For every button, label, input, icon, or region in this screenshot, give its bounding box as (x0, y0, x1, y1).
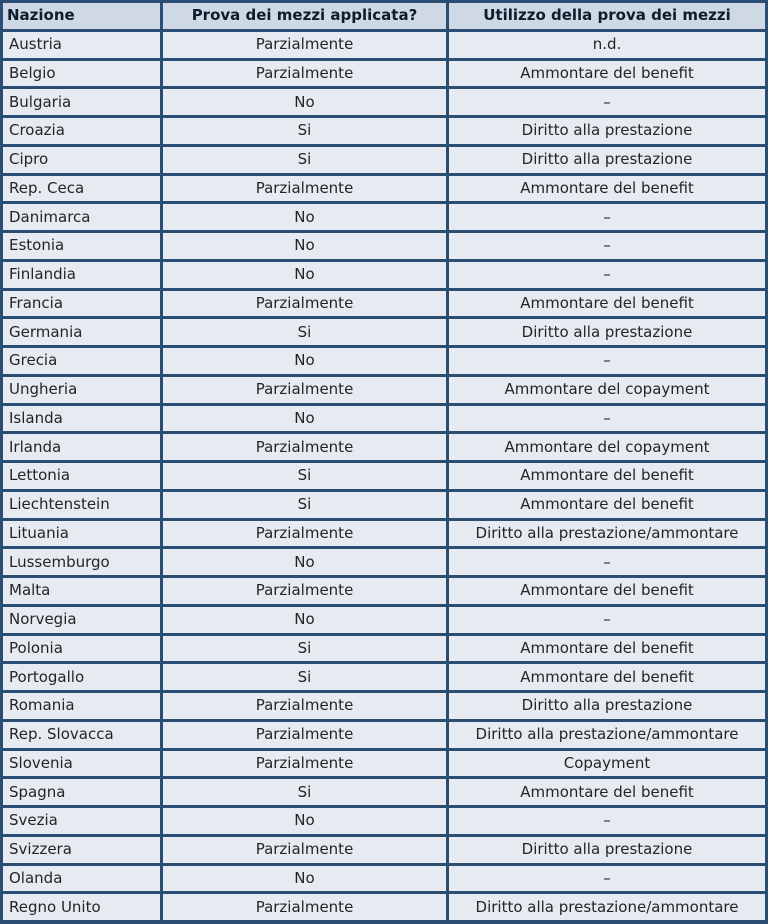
country-cell: Portogallo (3, 664, 160, 690)
header-prova-applicata: Prova dei mezzi applicata? (163, 3, 446, 29)
means-test-applied-cell: Si (163, 779, 446, 805)
means-test-usage-cell: – (449, 808, 765, 834)
means-test-usage-cell: Ammontare del copayment (449, 434, 765, 460)
means-test-applied-cell: Parzialmente (163, 377, 446, 403)
means-test-applied-cell: No (163, 406, 446, 432)
header-nazione: Nazione (3, 3, 160, 29)
country-cell: Lussemburgo (3, 549, 160, 575)
means-test-applied-cell: Parzialmente (163, 751, 446, 777)
means-test-usage-cell: – (449, 866, 765, 892)
country-cell: Svizzera (3, 837, 160, 863)
means-test-applied-cell: Si (163, 118, 446, 144)
means-test-applied-cell: No (163, 607, 446, 633)
means-test-usage-cell: Ammontare del benefit (449, 492, 765, 518)
country-cell: Liechtenstein (3, 492, 160, 518)
table-row (3, 176, 765, 202)
table-row (3, 837, 765, 863)
country-cell: Rep. Slovacca (3, 722, 160, 748)
table-row (3, 664, 765, 690)
means-test-usage-cell: Ammontare del benefit (449, 61, 765, 87)
means-test-usage-cell: Diritto alla prestazione/ammontare (449, 521, 765, 547)
means-test-applied-cell: Parzialmente (163, 61, 446, 87)
country-cell: Slovenia (3, 751, 160, 777)
table-row (3, 751, 765, 777)
means-test-applied-cell: Si (163, 636, 446, 662)
table-row (3, 434, 765, 460)
table-row (3, 89, 765, 115)
table-row (3, 578, 765, 604)
country-cell: Danimarca (3, 204, 160, 230)
means-test-applied-cell: Parzialmente (163, 176, 446, 202)
country-cell: Francia (3, 291, 160, 317)
table-row (3, 262, 765, 288)
means-test-usage-cell: Ammontare del copayment (449, 377, 765, 403)
means-test-usage-cell: Diritto alla prestazione (449, 693, 765, 719)
means-test-applied-cell: Parzialmente (163, 693, 446, 719)
table-row (3, 521, 765, 547)
country-cell: Romania (3, 693, 160, 719)
table-row (3, 291, 765, 317)
means-test-applied-cell: Parzialmente (163, 578, 446, 604)
means-test-usage-cell: Ammontare del benefit (449, 779, 765, 805)
means-test-usage-cell: Ammontare del benefit (449, 463, 765, 489)
means-test-applied-cell: Parzialmente (163, 894, 446, 920)
country-cell: Irlanda (3, 434, 160, 460)
table-row (3, 722, 765, 748)
table-row (3, 693, 765, 719)
table-row (3, 377, 765, 403)
country-cell: Malta (3, 578, 160, 604)
means-test-usage-cell: n.d. (449, 32, 765, 58)
means-test-usage-cell: Diritto alla prestazione (449, 147, 765, 173)
means-test-usage-cell: – (449, 89, 765, 115)
means-test-usage-cell: – (449, 549, 765, 575)
table-row (3, 319, 765, 345)
means-test-usage-cell: Diritto alla prestazione (449, 118, 765, 144)
means-test-applied-cell: No (163, 89, 446, 115)
country-cell: Regno Unito (3, 894, 160, 920)
means-test-applied-cell: No (163, 808, 446, 834)
country-cell: Norvegia (3, 607, 160, 633)
table-row (3, 894, 765, 920)
country-cell: Svezia (3, 808, 160, 834)
means-test-usage-cell: – (449, 607, 765, 633)
means-test-applied-cell: No (163, 348, 446, 374)
country-cell: Bulgaria (3, 89, 160, 115)
country-cell: Islanda (3, 406, 160, 432)
table-body (3, 32, 765, 920)
country-cell: Cipro (3, 147, 160, 173)
table-row (3, 61, 765, 87)
table-row (3, 118, 765, 144)
country-cell: Lituania (3, 521, 160, 547)
country-cell: Polonia (3, 636, 160, 662)
table-row (3, 348, 765, 374)
header-utilizzo-prova: Utilizzo della prova dei mezzi (449, 3, 765, 29)
country-cell: Rep. Ceca (3, 176, 160, 202)
means-test-usage-cell: – (449, 406, 765, 432)
country-cell: Lettonia (3, 463, 160, 489)
table-row (3, 779, 765, 805)
means-test-applied-cell: No (163, 262, 446, 288)
means-test-usage-cell: Ammontare del benefit (449, 578, 765, 604)
means-test-applied-cell: Si (163, 463, 446, 489)
country-cell: Austria (3, 32, 160, 58)
country-cell: Belgio (3, 61, 160, 87)
table-row (3, 549, 765, 575)
means-test-applied-cell: Si (163, 664, 446, 690)
table-row (3, 463, 765, 489)
means-test-usage-cell: Diritto alla prestazione (449, 319, 765, 345)
means-test-applied-cell: No (163, 233, 446, 259)
table-row (3, 492, 765, 518)
means-test-usage-cell: – (449, 204, 765, 230)
means-test-usage-cell: Diritto alla prestazione/ammontare (449, 722, 765, 748)
country-cell: Spagna (3, 779, 160, 805)
means-test-applied-cell: Parzialmente (163, 837, 446, 863)
country-cell: Germania (3, 319, 160, 345)
table-row (3, 866, 765, 892)
means-test-usage-cell: Diritto alla prestazione/ammontare (449, 894, 765, 920)
means-test-applied-cell: No (163, 549, 446, 575)
means-test-usage-cell: Ammontare del benefit (449, 636, 765, 662)
table-row (3, 204, 765, 230)
country-cell: Finlandia (3, 262, 160, 288)
means-test-applied-cell: No (163, 204, 446, 230)
table-row (3, 147, 765, 173)
table-row (3, 607, 765, 633)
means-test-applied-cell: Parzialmente (163, 521, 446, 547)
country-cell: Croazia (3, 118, 160, 144)
means-test-applied-cell: Parzialmente (163, 291, 446, 317)
means-test-applied-cell: Si (163, 319, 446, 345)
means-test-usage-cell: – (449, 348, 765, 374)
country-cell: Estonia (3, 233, 160, 259)
means-test-applied-cell: No (163, 866, 446, 892)
table-row (3, 32, 765, 58)
country-cell: Ungheria (3, 377, 160, 403)
means-test-usage-cell: Ammontare del benefit (449, 176, 765, 202)
means-test-usage-cell: Copayment (449, 751, 765, 777)
table-row (3, 233, 765, 259)
country-cell: Olanda (3, 866, 160, 892)
table-header-row (3, 3, 765, 29)
means-test-applied-cell: Si (163, 147, 446, 173)
table-row (3, 636, 765, 662)
means-test-usage-cell: – (449, 262, 765, 288)
means-test-usage-cell: Diritto alla prestazione (449, 837, 765, 863)
country-cell: Grecia (3, 348, 160, 374)
means-test-applied-cell: Parzialmente (163, 32, 446, 58)
means-test-applied-cell: Parzialmente (163, 434, 446, 460)
means-test-usage-cell: Ammontare del benefit (449, 291, 765, 317)
means-test-applied-cell: Si (163, 492, 446, 518)
table-row (3, 406, 765, 432)
means-test-usage-cell: Ammontare del benefit (449, 664, 765, 690)
means-test-applied-cell: Parzialmente (163, 722, 446, 748)
means-test-usage-cell: – (449, 233, 765, 259)
table-row (3, 808, 765, 834)
